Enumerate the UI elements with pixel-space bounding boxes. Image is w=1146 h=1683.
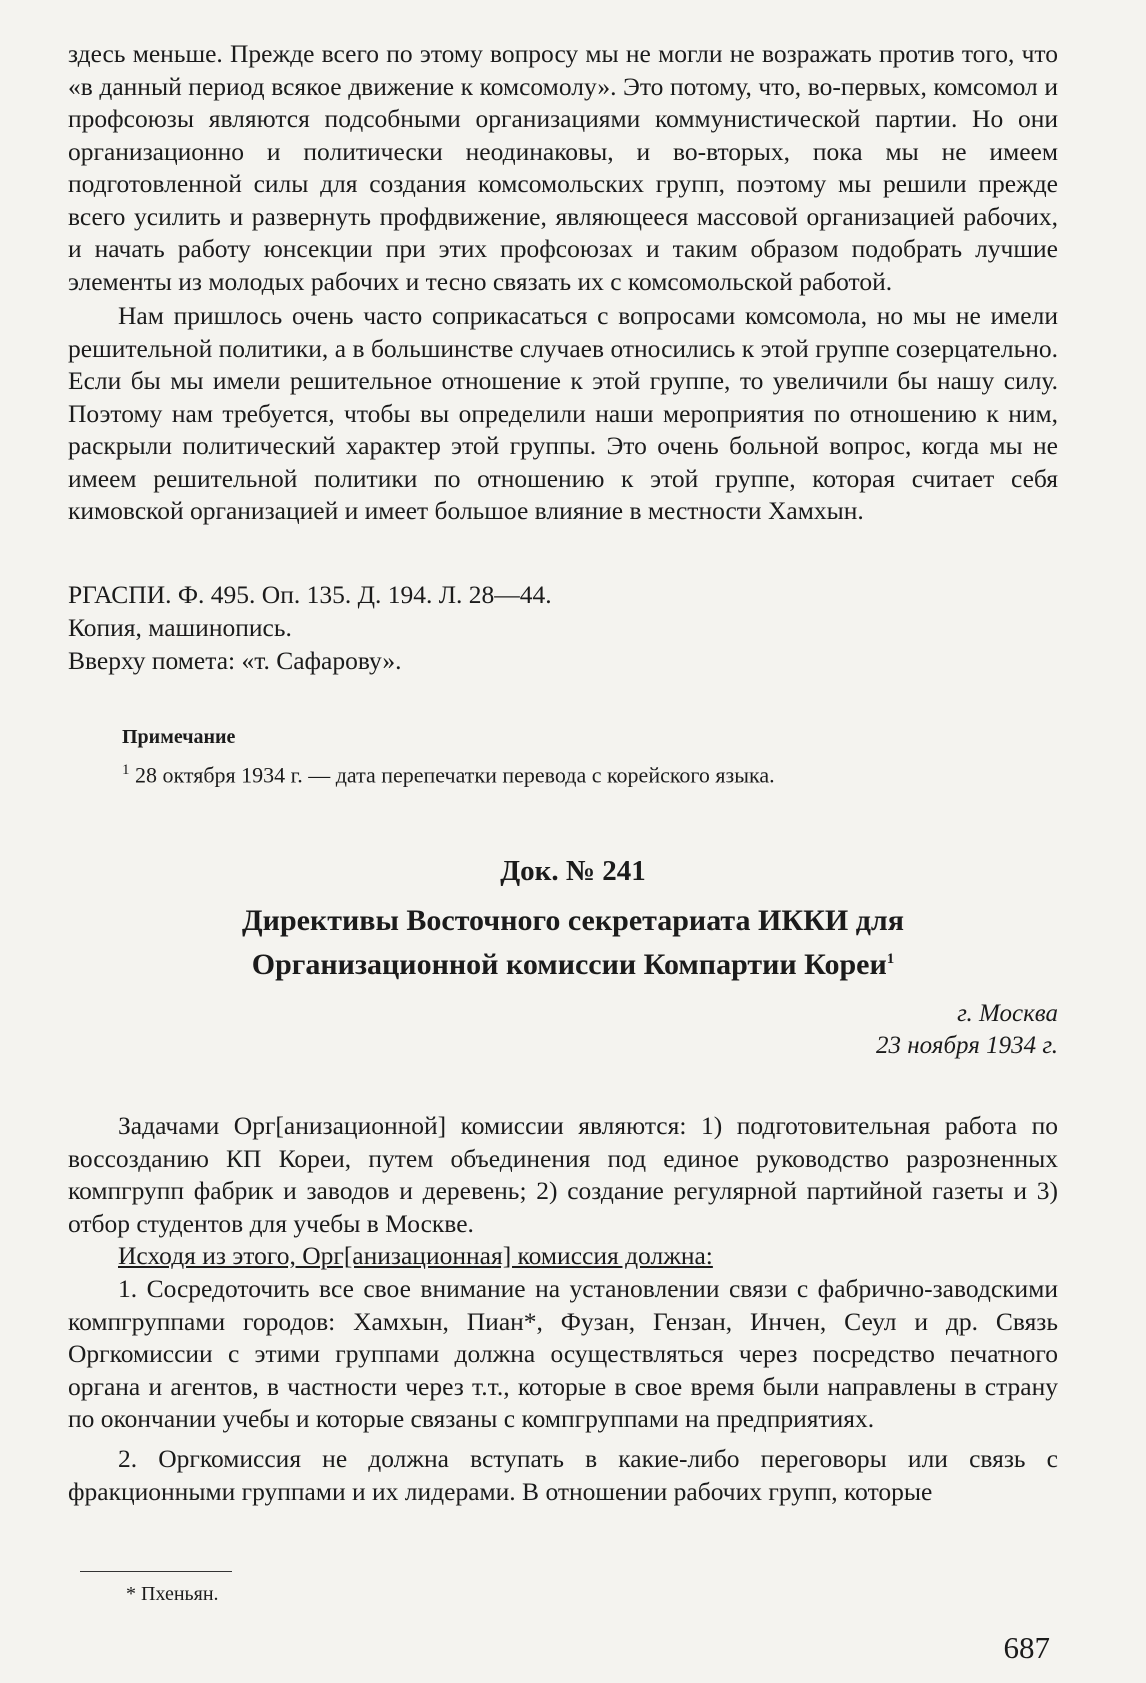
- title-line-2: Организационной комиссии Компартии Кореи: [251, 948, 887, 981]
- note-number: 1: [122, 762, 130, 778]
- title-line-1: Директивы Восточного секретариата ИККИ для: [242, 904, 904, 937]
- document-date: 23 ноября 1934 г.: [876, 1032, 1058, 1059]
- copy-type: Копия, машинопись.: [68, 613, 292, 642]
- note-body: [122, 762, 775, 788]
- note-text: 28 октября 1934 г. — дата перепечатки перевода с корейского языка.: [135, 762, 775, 788]
- document-place: г. Москва: [957, 1000, 1058, 1027]
- note-title: Примечание: [122, 726, 236, 748]
- paragraph-heading: [68, 1240, 1058, 1273]
- archive-reference: РГАСПИ. Ф. 495. Оп. 135. Д. 194. Л. 28—44.: [68, 580, 552, 609]
- document-number: Док. № 241: [500, 855, 646, 887]
- directive-item-2: 2. Оргкомиссия не должна вступать в какие-либо переговоры или связь с фракционными группами и их лидерами. В отношении рабочих групп, которые: [68, 1444, 1058, 1506]
- paragraph-tasks: Задачами Орг[анизационной] комиссии являются: 1) подготовительная работа по воссозданию КП Кореи, путем объединения под единое руководство разрозненных компгрупп фабрик и заводов и деревень; 2) создание регулярной партийной газеты и 3) отбор студентов для учебы в Москве.: [68, 1111, 1058, 1238]
- underlined-heading: Исходя из этого, Орг[анизационная] комиссия должна:: [118, 1241, 713, 1270]
- document-title: [0, 902, 1146, 984]
- directive-item-1: 1. Сосредоточить все свое внимание на установлении связи с фабрично-заводскими компгруппами городов: Хамхын, Пиан*, Фузан, Гензан, Инчен, Сеул и др. Связь Оргкомиссии с этими группами должна осуществляться через посредство печатного органа и агентов, в частности через т.т., которые в свое время были направлены в страну по окончании учебы и которые связаны с компгруппами на предприятиях.: [68, 1274, 1058, 1433]
- top-mark: Вверху помета: «т. Сафарову».: [68, 646, 402, 675]
- footnote: * Пхеньян.: [126, 1583, 219, 1605]
- title-footnote-ref: 1: [886, 951, 895, 967]
- paragraph-komsomol-policy: Нам пришлось очень часто соприкасаться с вопросами комсомола, но мы не имели решительной политики, а в большинстве случаев относились к этой группе созерцательно. Если бы мы имели решительное отношение к этой группе, то увеличили бы нашу силу. Поэтому нам требуется, чтобы вы определили наши мероприятия по отношению к ним, раскрыли политический характер этой группы. Это очень больной вопрос, когда мы не имеем решительной политики по отношению к этой группе, которая считает себя кимовской организацией и имеет большое влияние в местности Хамхын.: [68, 301, 1058, 525]
- paragraph-komsomol-intro: здесь меньше. Прежде всего по этому вопросу мы не могли не возражать против того, что «в данный период всякое движение к комсомолу». Это потому, что, во-первых, комсомол и профсоюзы являются подсобными организациями коммунистической партии. Но они организационно и политически неодинаковы, и во-вторых, пока мы не имеем подготовленной силы для создания комсомольских групп, поэтому мы решили прежде всего усилить и развернуть профдвижение, являющееся массовой организацией рабочих, и начать работу юнсекции при этих профсоюзах и таким образом подобрать лучшие элементы из молодых рабочих и тесно связать их с комсомольской работой.: [68, 39, 1058, 296]
- footnote-divider: [80, 1571, 232, 1572]
- page-number: 687: [1003, 1630, 1050, 1665]
